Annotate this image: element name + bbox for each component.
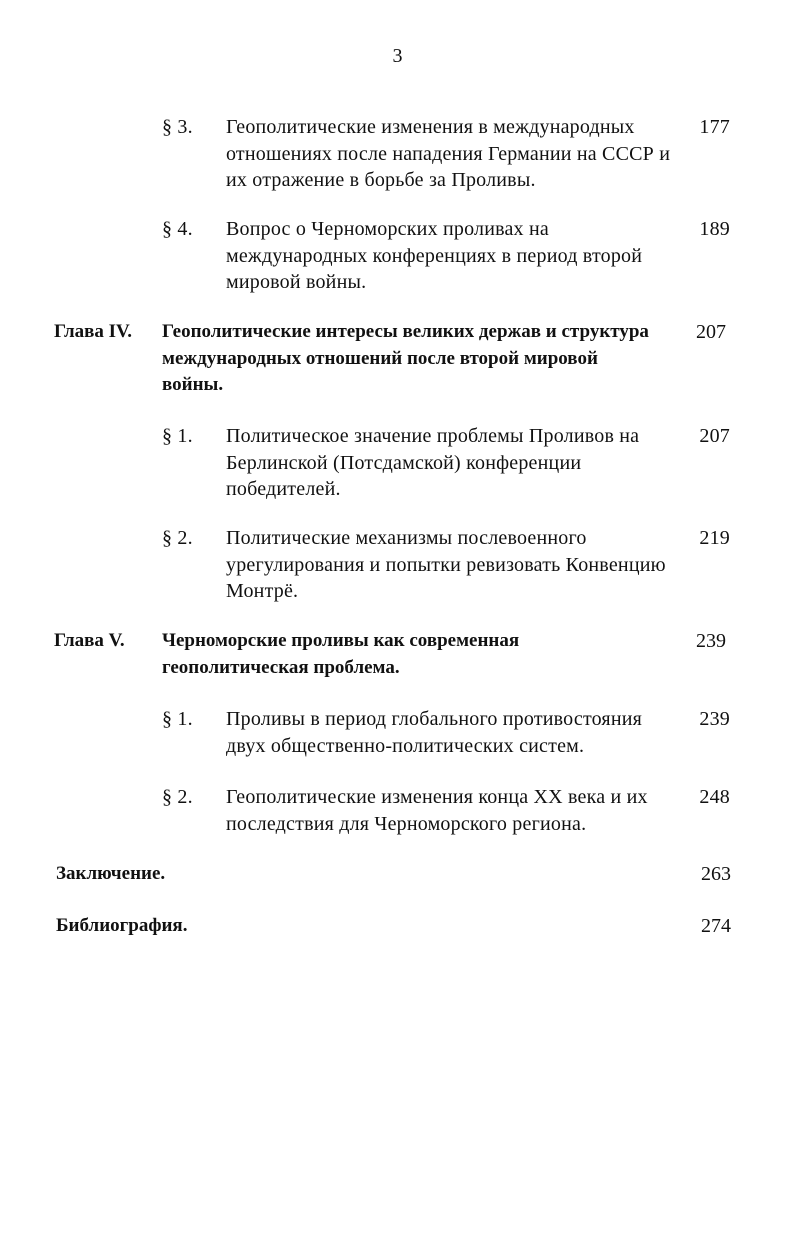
section-title: Проливы в период глобального противостояния двух общественно-политических систем. xyxy=(226,708,643,757)
section-title: Геополитические изменения конца XX века и их последствия для Черноморского региона. xyxy=(226,786,648,835)
page-ref: 239 xyxy=(699,708,730,730)
page-ref: 248 xyxy=(699,786,730,808)
section-marker: § 3. xyxy=(162,116,193,138)
chapter-title: Геополитические интересы великих держав и структура международных отношений после второй мировой войны. xyxy=(162,321,649,395)
page-ref: 219 xyxy=(699,527,730,549)
page-number: 3 xyxy=(392,45,403,67)
page-ref: 274 xyxy=(701,915,731,937)
section-title: Вопрос о Черноморских проливах на международных конференциях в период второй мировой войны. xyxy=(226,218,643,293)
section-marker: § 4. xyxy=(162,218,193,240)
section-title: Политическое значение проблемы Проливов на Берлинской (Потсдамской) конференции победителей. xyxy=(226,425,640,500)
page-ref: 207 xyxy=(696,321,726,343)
section-marker: § 1. xyxy=(162,425,193,447)
backmatter-title: Заключение. xyxy=(56,863,166,884)
page-ref: 263 xyxy=(701,863,731,885)
section-title: Геополитические изменения в международных отношениях после нападения Германии на СССР и их отражение в борьбе за Проливы. xyxy=(226,116,671,191)
page-ref: 239 xyxy=(696,630,726,652)
chapter-marker: Глава V. xyxy=(54,630,125,651)
section-marker: § 2. xyxy=(162,786,193,808)
section-title: Политические механизмы послевоенного урегулирования и попытки ревизовать Конвенцию Монтрё. xyxy=(226,527,666,602)
chapter-marker: Глава IV. xyxy=(54,321,133,342)
page-ref: 207 xyxy=(699,425,730,447)
page-ref: 189 xyxy=(699,218,730,240)
section-marker: § 1. xyxy=(162,708,193,730)
page-ref: 177 xyxy=(699,116,730,138)
section-marker: § 2. xyxy=(162,527,193,549)
backmatter-title: Библиография. xyxy=(56,915,188,936)
chapter-title: Черноморские проливы как современная геополитическая проблема. xyxy=(162,630,520,678)
